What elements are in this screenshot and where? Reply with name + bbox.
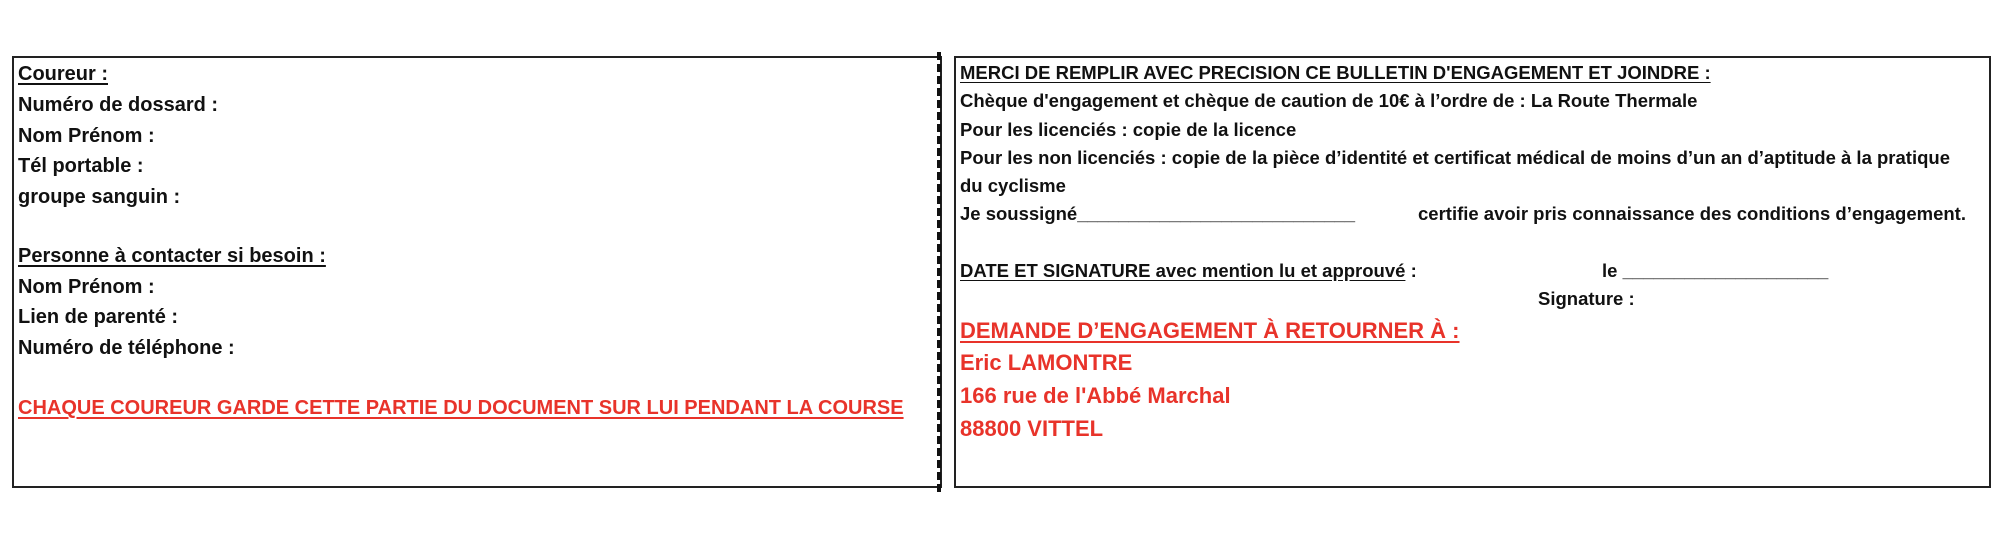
address-street: 166 rue de l'Abbé Marchal bbox=[960, 383, 1231, 408]
blood-group-field: groupe sanguin : bbox=[18, 186, 181, 208]
date-field: le ____________________ bbox=[1602, 260, 1829, 281]
undersigned-field: Je soussigné___________________________ bbox=[960, 203, 1356, 224]
relationship-field: Lien de parenté : bbox=[18, 306, 179, 328]
date-signature-text: DATE ET SIGNATURE avec mention lu et approuvé bbox=[960, 260, 1406, 281]
emergency-contact-title: Personne à contacter si besoin : bbox=[18, 245, 326, 267]
instructions-heading: MERCI DE REMPLIR AVEC PRECISION CE BULLETIN D'ENGAGEMENT ET JOINDRE : bbox=[960, 62, 1711, 83]
keep-document-notice: CHAQUE COUREUR GARDE CETTE PARTIE DU DOCUMENT SUR LUI PENDANT LA COURSE bbox=[18, 397, 904, 419]
rider-name-field: Nom Prénom : bbox=[18, 125, 155, 147]
signature-label: Signature : bbox=[1538, 288, 1635, 309]
licensed-instruction: Pour les licenciés : copie de la licence bbox=[960, 119, 1297, 140]
unlicensed-instruction: Pour les non licenciés : copie de la pièce d’identité et certificat médical de moins d’un an d’aptitude à la pratique bbox=[960, 147, 1950, 168]
return-heading: DEMANDE D’ENGAGEMENT À RETOURNER À : bbox=[960, 318, 1460, 343]
contact-phone-field: Numéro de téléphone : bbox=[18, 337, 235, 359]
bib-number-field: Numéro de dossard : bbox=[18, 94, 219, 116]
mobile-phone-field: Tél portable : bbox=[18, 155, 144, 177]
cut-line-divider bbox=[937, 52, 941, 492]
rider-title: Coureur : bbox=[18, 63, 108, 85]
address-city: 88800 VITTEL bbox=[960, 416, 1104, 441]
unlicensed-instruction-cont: du cyclisme bbox=[960, 175, 1066, 196]
date-signature-colon: : bbox=[1410, 260, 1417, 281]
cheque-instruction: Chèque d'engagement et chèque de caution de 10€ à l’ordre de : La Route Thermale bbox=[960, 90, 1698, 111]
rider-section bbox=[12, 56, 942, 488]
certify-statement: certifie avoir pris connaissance des conditions d’engagement. bbox=[1418, 203, 1966, 224]
date-signature-label bbox=[960, 262, 1417, 281]
contact-name-field: Nom Prénom : bbox=[18, 276, 155, 298]
address-name: Eric LAMONTRE bbox=[960, 350, 1133, 375]
